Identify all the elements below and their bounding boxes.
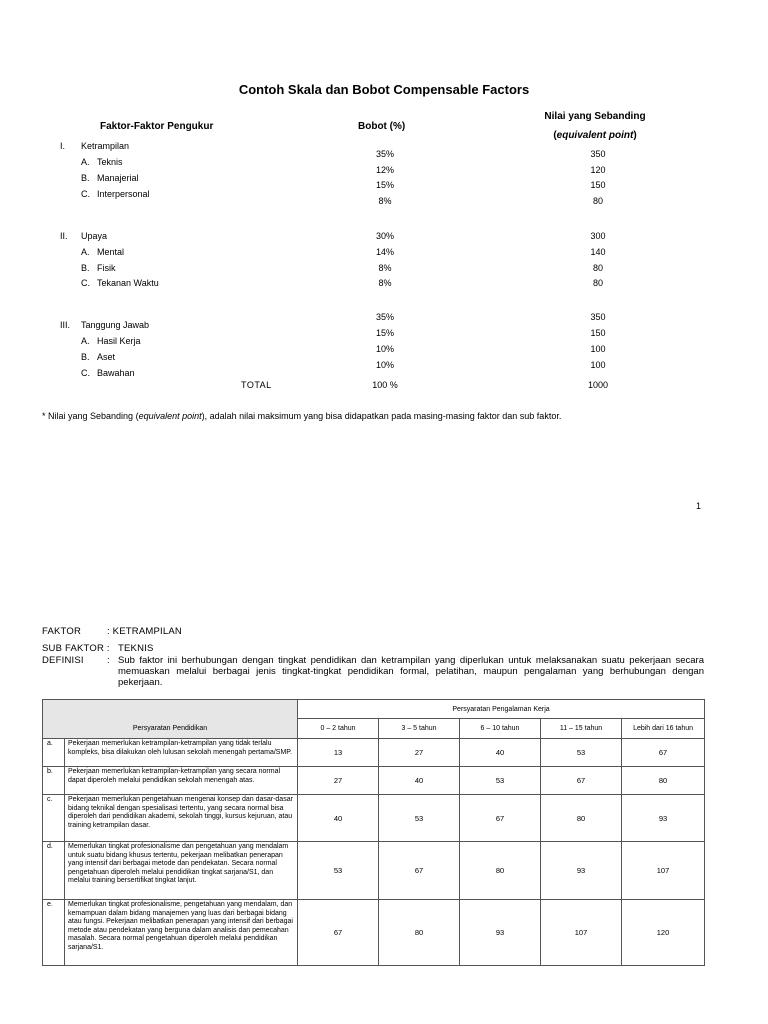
col-header: 11 – 15 tahun [541,719,622,739]
row-label: c. [43,795,65,842]
row-value: 13 [298,739,379,767]
page-title: Contoh Skala dan Bobot Compensable Factors [238,82,530,97]
group-name: Upaya [81,231,108,241]
table-row [43,795,705,842]
bobot-value: 12% [375,165,394,175]
nilai-value: 120 [590,165,606,175]
row-value: 67 [541,767,622,795]
header-bobot: Bobot (%) [358,121,406,132]
faktor-label: FAKTOR [42,626,82,637]
item-label: B. [81,352,90,362]
row-value: 80 [379,900,460,966]
definisi-colon: : [107,655,110,666]
group-num: I. [60,141,66,151]
item-label: B. [81,263,90,273]
bobot-value: 15% [375,328,394,338]
bobot-value: 35% [375,149,394,159]
row-value: 80 [541,795,622,842]
row-value: 80 [622,767,705,795]
row-value: 93 [460,900,541,966]
row-value: 40 [379,767,460,795]
col-header: 6 – 10 tahun [460,719,541,739]
header-nilai: Nilai yang Sebanding [544,111,646,122]
item-name: Mental [97,247,125,257]
row-desc: Memerlukan tingkat profesionalisme, pengetahuan yang mendalam, dan kemampuan dalam bidang manajemen yang luas dari berbagai bidang atau fungsi. Pekerjaan melibatkan penerapan yang intensif dari berbagai metode atau pendekatan yang berguna dalam analisis dan pemecahan masalah. Secara normal pengetahuan diperoleh melalui pendidikan sarjana/S1. [65,900,298,966]
bobot-value: 8% [378,278,392,288]
col-header: Lebih dari 16 tahun [622,719,705,739]
item-name: Tekanan Waktu [97,278,159,288]
bobot-value: 15% [375,180,394,190]
nilai-value: 140 [590,247,606,257]
row-value: 107 [541,900,622,966]
row-value: 27 [298,767,379,795]
row-value: 93 [541,842,622,900]
row-value: 67 [379,842,460,900]
row-value: 40 [460,739,541,767]
row-value: 93 [622,795,705,842]
bobot-value: 10% [375,344,394,354]
item-name: Fisik [97,263,116,273]
bobot-value: 30% [375,231,394,241]
row-desc: Pekerjaan memerlukan pengetahuan mengenai konsep dan dasar-dasar bidang teknikal dengan spesialisasi tertentu, yang secara normal bisa diperoleh dari pendidikan akademi, sekolah tinggi, kursus kejuruan, atau training ketrampilan dasar. [65,795,298,842]
row-value: 53 [298,842,379,900]
header-factors: Faktor-Faktor Pengukur [100,121,214,132]
table-row [43,767,705,795]
row-value: 67 [622,739,705,767]
faktor-value: : KETRAMPILAN [107,626,182,637]
group-name: Ketrampilan [81,141,130,151]
row-value: 107 [622,842,705,900]
table-row [43,842,705,900]
requirements-table [42,699,705,966]
item-label: C. [81,189,90,199]
group-num: II. [60,231,68,241]
page-number: 1 [696,501,702,511]
item-label: A. [81,157,90,167]
item-label: A. [81,336,90,346]
nilai-value: 350 [590,312,606,322]
nilai-value: 100 [590,360,606,370]
nilai-value: 80 [592,278,603,288]
row-label: d. [43,842,65,900]
item-label: C. [81,368,90,378]
row-value: 53 [541,739,622,767]
bobot-value: 8% [378,196,392,206]
col-header: 3 – 5 tahun [379,719,460,739]
experience-header: Persyaratan Pengalaman Kerja [298,700,705,719]
row-label: a. [43,739,65,767]
row-value: 120 [622,900,705,966]
item-name: Aset [97,352,116,362]
row-desc: Memerlukan tingkat profesionalisme dan pengetahuan yang mendalam untuk suatu bidang khusus tertentu, pekerjaan melibatkan penerapan yang intensif dari berbagai metode dan pendekatan. Secara normal pengetahuan diperoleh melalui pendidikan tingkat sarjana/S1, dan melalui training bersertifikat tingkat lanjut. [65,842,298,900]
bobot-value: 35% [375,312,394,322]
subfaktor-label: SUB FAKTOR : [42,643,110,654]
item-name: Bawahan [97,368,135,378]
row-value: 27 [379,739,460,767]
row-desc: Pekerjaan memerlukan ketrampilan-ketrampilan yang tidak terlalu kompleks, bisa dilakukan oleh lulusan sekolah menengah pertama/SMP. [65,739,298,767]
nilai-value: 80 [592,263,603,273]
table-row [43,739,705,767]
header-equivalent-point: (equivalent point) [553,130,637,141]
education-header: Persyaratan Pendidikan [43,719,298,739]
nilai-value: 80 [592,196,603,206]
subfaktor-value: TEKNIS [118,643,154,654]
row-label: e. [43,900,65,966]
item-name: Hasil Kerja [97,336,141,346]
footnote: * Nilai yang Sebanding (equivalent point), adalah nilai maksimum yang bisa didapatkan pada masing-masing faktor dan sub faktor. [42,411,562,421]
bobot-value: 14% [375,247,394,257]
row-value: 67 [298,900,379,966]
definisi-text: Sub faktor ini berhubungan dengan tingkat pendidikan dan ketrampilan yang diperlukan untuk melaksanakan suatu pekerjaan secara memuaskan melalui berbagai jenis tingkat-tingkat pendidikan formal, pelatihan, maupun pengalaman yang berhubungan dengan pekerjaan. [118,655,704,688]
col-header: 0 – 2 tahun [298,719,379,739]
item-name: Manajerial [97,173,139,183]
group-name: Tanggung Jawab [81,320,150,330]
total-nilai: 1000 [587,380,609,390]
row-value: 53 [460,767,541,795]
definisi-label: DEFINISI [42,655,84,666]
nilai-value: 150 [590,180,606,190]
row-value: 67 [460,795,541,842]
bobot-value: 8% [378,263,392,273]
row-value: 53 [379,795,460,842]
row-desc: Pekerjaan memerlukan ketrampilan-ketrampilan yang secara normal dapat diperoleh melalui pendidikan sekolah menengah atas. [65,767,298,795]
table-row [43,900,705,966]
bobot-value: 10% [375,360,394,370]
item-name: Teknis [97,157,123,167]
total-bobot: 100 % [372,380,398,390]
nilai-value: 150 [590,328,606,338]
item-name: Interpersonal [97,189,150,199]
nilai-value: 300 [590,231,606,241]
row-label: b. [43,767,65,795]
nilai-value: 350 [590,149,606,159]
item-label: B. [81,173,90,183]
nilai-value: 100 [590,344,606,354]
total-label: TOTAL [241,380,272,390]
item-label: C. [81,278,90,288]
row-value: 80 [460,842,541,900]
item-label: A. [81,247,90,257]
row-value: 40 [298,795,379,842]
group-num: III. [60,320,71,330]
